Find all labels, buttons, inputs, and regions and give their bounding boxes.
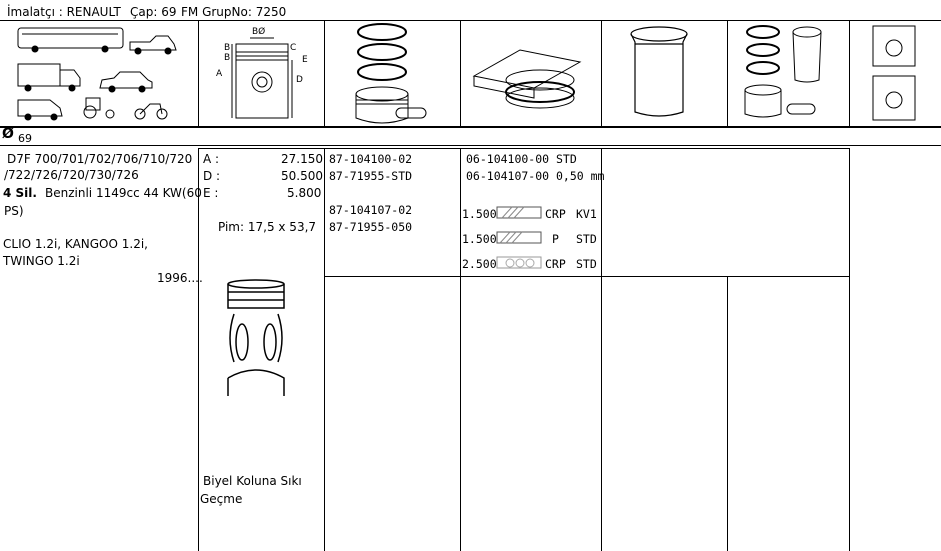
ring-row-3-coating: CRP — [545, 257, 566, 271]
truck-icon — [18, 64, 80, 91]
manufacturer-label: İmalatçı : RENAULT — [7, 5, 121, 19]
ring-profile-1 — [496, 205, 544, 221]
dim-e-label: E : — [203, 186, 219, 200]
group-label: FM GrupNo: 7250 — [181, 5, 287, 19]
van-icon — [18, 100, 62, 120]
fuel-info-line2: PS) — [4, 204, 24, 218]
models-line2: TWINGO 1.2i — [3, 254, 80, 268]
ring-profile-3 — [496, 255, 544, 271]
piston-part-1: 87-104100-02 — [329, 152, 413, 166]
diameter-value: 69 — [18, 132, 32, 145]
piston-part-3: 87-104107-02 — [329, 203, 413, 217]
diagram-label-b2: B — [224, 53, 231, 63]
ring-set-1: 06-104100-00 STD — [466, 152, 577, 166]
ring-set-2: 06-104107-00 0,50 mm — [466, 169, 605, 183]
diagram-label-d: D — [296, 75, 303, 85]
dim-d-label: D : — [203, 169, 221, 183]
models-line1: CLIO 1.2i, KANGOO 1.2i, — [3, 237, 148, 251]
diagram-label-e: E — [302, 55, 308, 65]
ring-row-2-coating: P — [552, 232, 559, 246]
diagram-label-bore: BØ — [252, 27, 266, 37]
piston-section-image — [849, 20, 941, 126]
piston-rings-image — [324, 20, 460, 126]
cylinder-liner-image — [601, 20, 727, 126]
ring-row-1-coating: CRP — [545, 207, 566, 221]
car-icon — [100, 72, 152, 92]
fuel-info-line1: Benzinli 1149cc 44 KW(60 — [45, 186, 202, 200]
bore-label: Çap: 69 — [130, 5, 177, 19]
piston-dimension-diagram — [198, 20, 324, 126]
cylinder-count: 4 Sil. — [3, 186, 37, 200]
ring-row-3-type: STD — [576, 257, 597, 271]
ring-row-3-width: 2.500 — [462, 257, 497, 271]
piston-kit-image — [727, 20, 849, 126]
ring-row-2-type: STD — [576, 232, 597, 246]
pickup-icon — [130, 36, 176, 54]
dim-e-value: 5.800 — [287, 186, 322, 200]
dim-d-value: 50.500 — [281, 169, 323, 183]
ring-expander-image — [460, 20, 601, 126]
dim-a-label: A : — [203, 152, 220, 166]
motorcycle-icon — [135, 104, 167, 119]
diagram-label-c: C — [290, 43, 297, 53]
ring-row-1-width: 1.500 — [462, 207, 497, 221]
pin-size: Pim: 17,5 x 53,7 — [218, 220, 317, 234]
vehicles-image — [0, 20, 198, 126]
piston-sketch — [218, 278, 298, 418]
tractor-icon — [84, 98, 114, 118]
bus-icon — [18, 28, 123, 52]
piston-part-2: 87-71955-STD — [329, 169, 413, 183]
diameter-icon: Ø — [2, 126, 14, 142]
ring-row-2-width: 1.500 — [462, 232, 497, 246]
diagram-label-b1: B — [224, 43, 231, 53]
dim-a-value: 27.150 — [281, 152, 323, 166]
engine-codes-line2: /722/726/720/730/726 — [4, 168, 139, 182]
engine-codes-line1: D7F 700/701/702/706/710/720 — [7, 152, 193, 166]
diagram-label-a: A — [216, 69, 223, 79]
ring-row-1-type: KV1 — [576, 207, 597, 221]
ring-profile-2 — [496, 230, 544, 246]
fit-note-line2: Geçme — [200, 492, 243, 506]
fit-note-line1: Biyel Koluna Sıkı — [203, 474, 302, 488]
piston-part-4: 87-71955-050 — [329, 220, 413, 234]
year-label: 1996.... — [157, 271, 203, 285]
